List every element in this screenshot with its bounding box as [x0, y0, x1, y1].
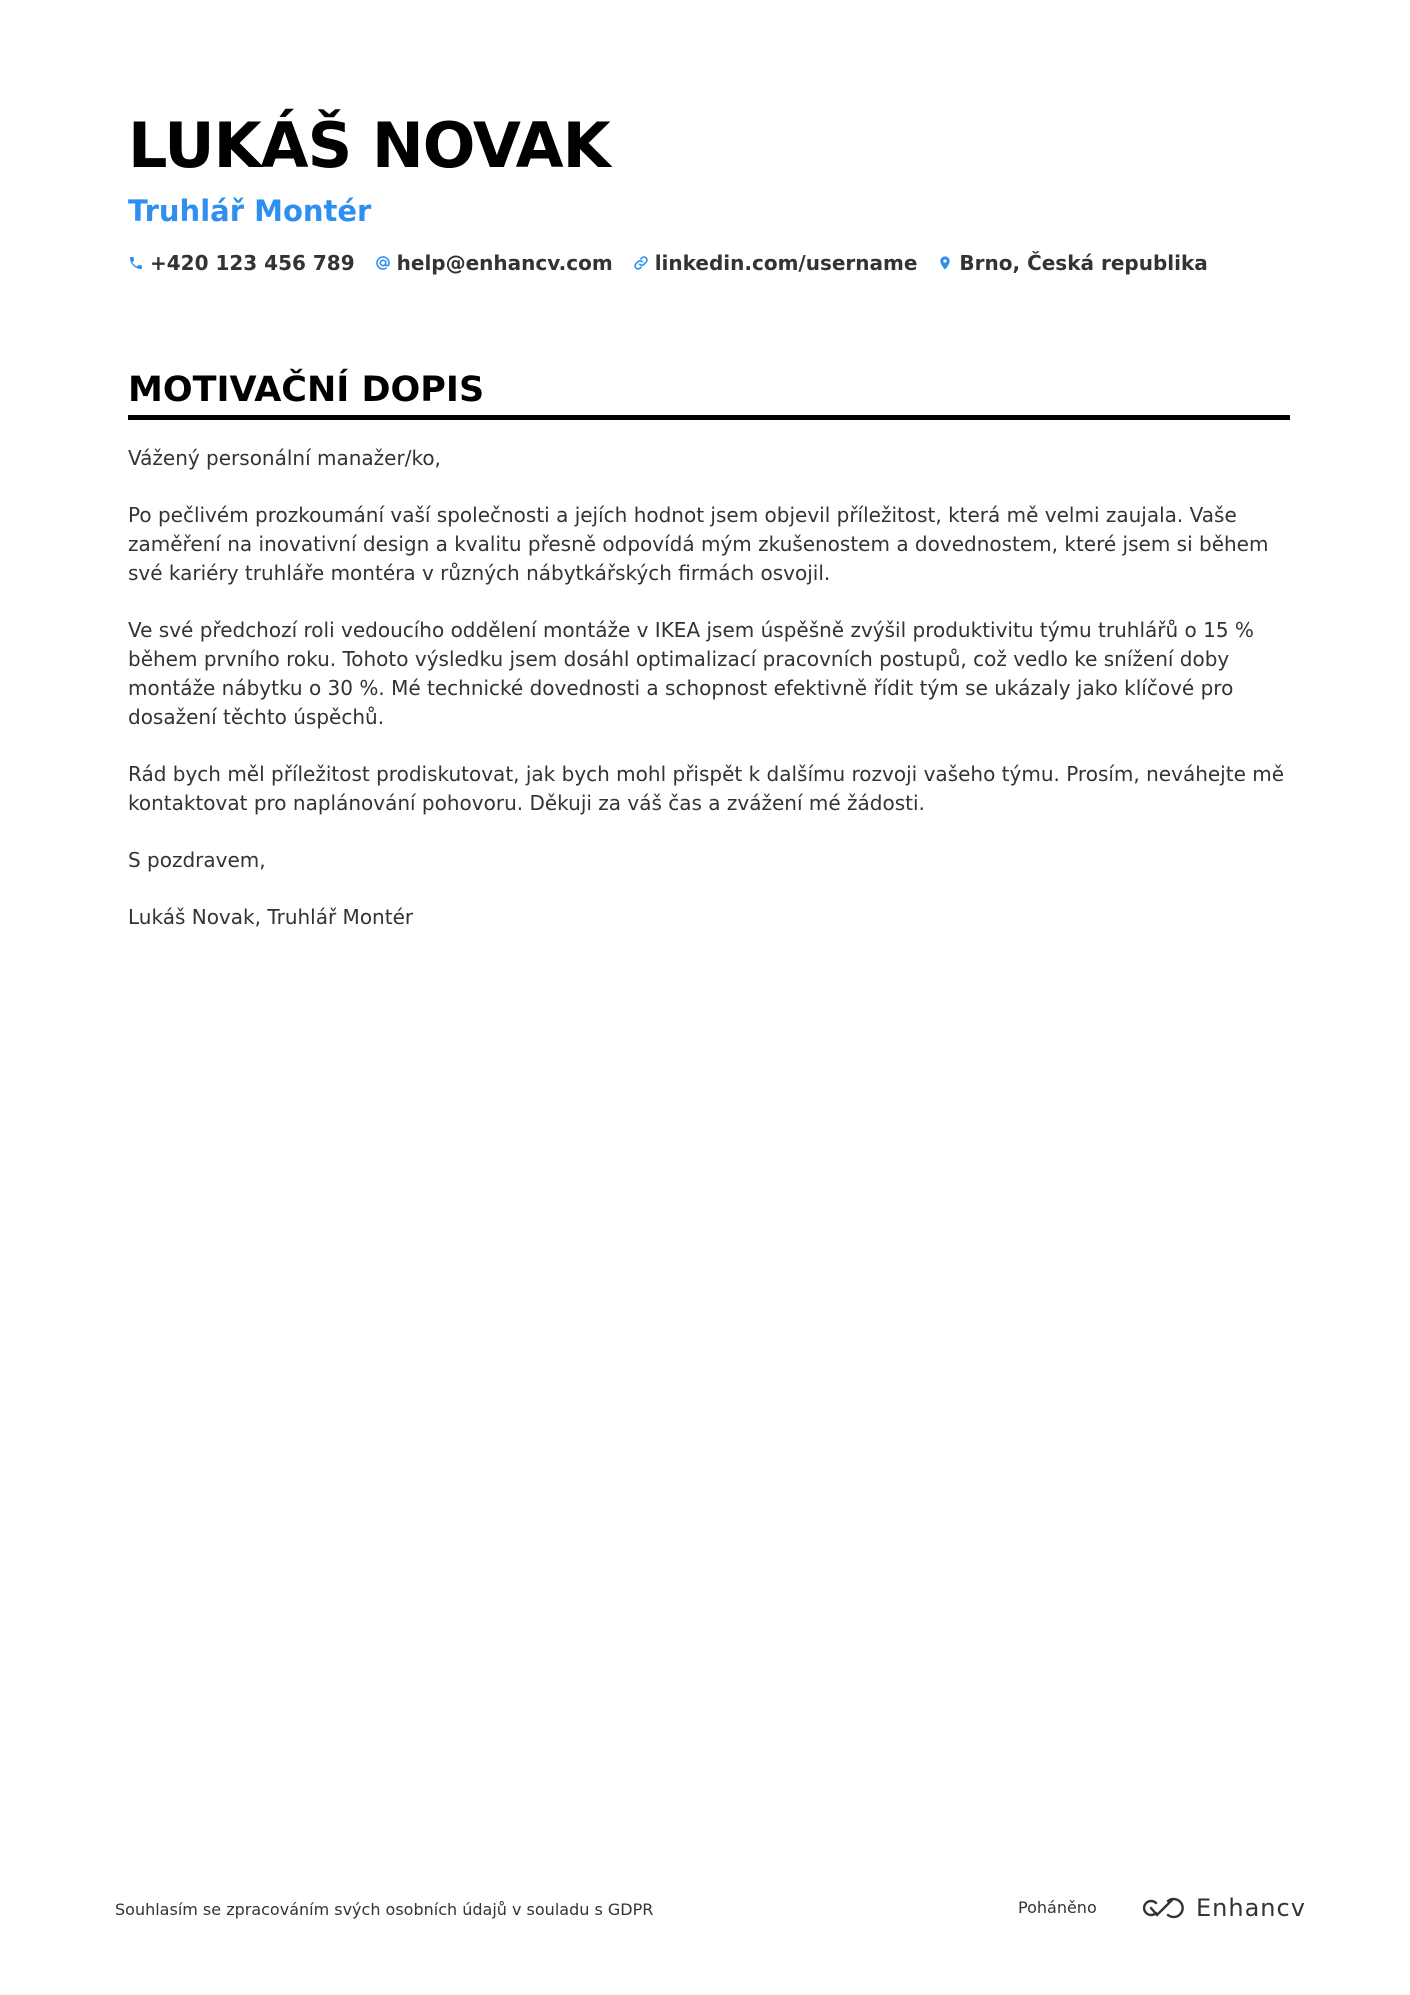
- phone-number: +420 123 456 789: [150, 251, 355, 275]
- letter-paragraph-3: Rád bych měl příležitost prodiskutovat, jak bych mohl přispět k dalšímu rozvoji vašeho týmu. Prosím, neváhejte mě kontaktovat pro naplánování pohovoru. Děkuji za váš čas a zvážení mé žádosti.: [128, 762, 1285, 815]
- link-icon: [633, 255, 649, 271]
- gdpr-consent-text: Souhlasím se zpracováním svých osobních údajů v souladu s GDPR: [115, 1900, 654, 1919]
- email-address: help@enhancv.com: [396, 251, 613, 275]
- contact-phone[interactable]: [128, 251, 355, 275]
- contact-email[interactable]: [375, 251, 613, 275]
- letter-body: [128, 444, 1290, 932]
- phone-icon: [128, 255, 144, 271]
- letter-greeting: Vážený personální manažer/ko,: [128, 446, 441, 470]
- linkedin-url: linkedin.com/username: [654, 251, 918, 275]
- page-footer: [115, 1890, 1306, 1926]
- cover-letter-page: [128, 105, 1290, 960]
- section-title: MOTIVAČNÍ DOPIS: [128, 367, 1290, 420]
- letter-paragraph-2: Ve své předchozí roli vedoucího oddělení montáže v IKEA jsem úspěšně zvýšil produktivitu týmu truhlářů o 15 % během prvního roku. Tohoto výsledku jsem dosáhl optimalizací pracovních postupů, což vedlo ke snížení doby montáže nábytku o 30 %. Mé technické dovednosti a schopnost efektivně řídit tým se ukázaly jako klíčové pro dosažení těchto úspěchů.: [128, 618, 1254, 729]
- letter-paragraph-1: Po pečlivém prozkoumání vaší společnosti a jejích hodnot jsem objevil příležitost, která mě velmi zaujala. Vaše zaměření na inovativní design a kvalitu přesně odpovídá mým zkušenostem a dovednostem, které jsem si během své kariéry truhláře montéra v různých nábytkářských firmách osvojil.: [128, 503, 1269, 585]
- location-text: Brno, Česká republika: [959, 251, 1208, 275]
- enhancv-logo-icon: [1138, 1895, 1184, 1921]
- contact-location: [937, 251, 1207, 275]
- powered-by-label: Poháněno: [1018, 1898, 1097, 1917]
- contact-linkedin[interactable]: [633, 251, 918, 275]
- applicant-name: LUKÁŠ NOVAK: [128, 109, 610, 182]
- letter-closing: S pozdravem,: [128, 848, 266, 872]
- location-pin-icon: [937, 255, 953, 271]
- enhancv-brand-link[interactable]: [1138, 1890, 1306, 1926]
- applicant-role: Truhlář Montér: [128, 194, 372, 228]
- letter-signature: Lukáš Novak, Truhlář Montér: [128, 905, 414, 929]
- at-icon: [375, 255, 391, 271]
- enhancv-wordmark: Enhancv: [1196, 1894, 1306, 1922]
- contact-bar: [128, 251, 1290, 275]
